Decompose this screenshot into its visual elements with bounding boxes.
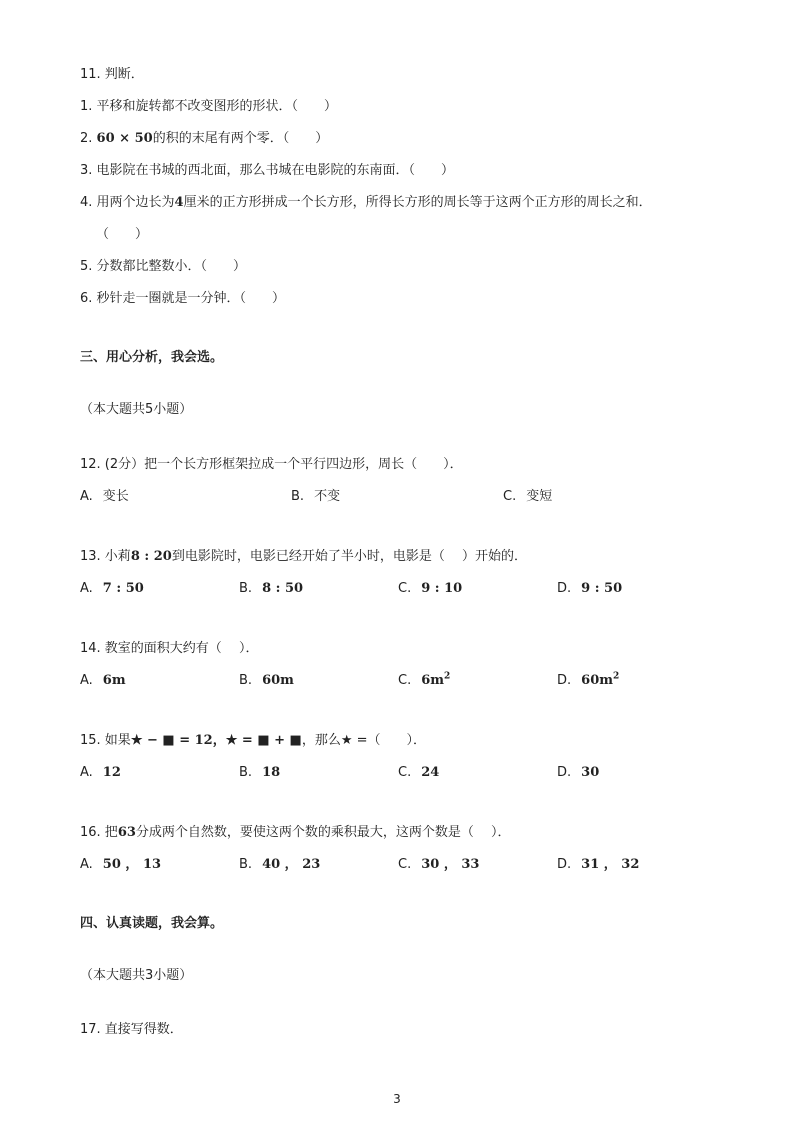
question-17-stem: 17. 直接写得数． — [80, 1022, 183, 1037]
question-15-option-b[interactable]: B. 18 — [239, 765, 281, 780]
judge-item-4-blank: （ ） — [96, 227, 149, 242]
section-4-heading: 四、认真读题，我会算。 — [80, 916, 224, 931]
section-3-note: （本大题共5小题） — [80, 402, 193, 417]
question-11-title: 11. 判断． — [80, 67, 144, 82]
question-16-option-a[interactable]: A. 50 ， 13 — [80, 857, 162, 872]
section-3-heading: 三、用心分析，我会选。 — [80, 350, 224, 365]
judge-item-3: 3. 电影院在书城的西北面，那么书城在电影院的东南面．（ ） — [80, 163, 455, 178]
question-16-stem: 16. 把63分成两个自然数，要使这两个数的乘积最大，这两个数是（ ）． — [80, 825, 511, 840]
question-16-option-b[interactable]: B. 40 ， 23 — [239, 857, 321, 872]
judge-item-4: 4. 用两个边长为4厘米的正方形拼成一个长方形，所得长方形的周长等于这两个正方形的周长之和． — [80, 195, 652, 210]
question-15-option-c[interactable]: C. 24 — [398, 765, 440, 780]
question-16-option-c[interactable]: C. 30 ， 33 — [398, 857, 480, 872]
question-12-option-c[interactable]: C. 变短 — [503, 489, 553, 504]
question-15-option-d[interactable]: D. 30 — [557, 765, 600, 780]
question-15-stem: 15. 如果★ − ■ = 12，★ = ■ + ■，那么★ =（ ）． — [80, 733, 427, 748]
section-4-note: （本大题共3小题） — [80, 968, 193, 983]
question-13-option-a[interactable]: A. 7 : 50 — [80, 581, 144, 596]
question-14-option-d[interactable]: D. $60m^2$ — [557, 671, 620, 688]
question-12-option-b[interactable]: B. 不变 — [291, 489, 341, 504]
judge-item-5: 5. 分数都比整数小．（ ） — [80, 259, 247, 274]
question-14-option-c[interactable]: C. $6m^2$ — [398, 671, 451, 688]
question-13-option-c[interactable]: C. 9 : 10 — [398, 581, 463, 596]
judge-item-1: 1. 平移和旋转都不改变图形的形状．（ ） — [80, 99, 338, 114]
page-number: 3 — [393, 1092, 401, 1106]
question-14-stem: 14. 教室的面积大约有（ ）． — [80, 641, 259, 656]
question-16-option-d[interactable]: D. 31 ， 32 — [557, 857, 640, 872]
question-12-stem: 12. (2分）把一个长方形框架拉成一个平行四边形，周长（ ）． — [80, 457, 463, 472]
question-14-option-a[interactable]: A. 6m — [80, 673, 126, 688]
question-13-option-b[interactable]: B. 8 : 50 — [239, 581, 304, 596]
judge-item-2: 2. 60 × 50的积的末尾有两个零．（ ） — [80, 131, 329, 146]
judge-item-6: 6. 秒针走一圈就是一分钟．（ ） — [80, 291, 286, 306]
question-13-stem: 13. 小莉8 : 20到电影院时，电影已经开始了半小时，电影是（ ）开始的． — [80, 549, 527, 564]
question-14-option-b[interactable]: B. 60m — [239, 673, 294, 688]
question-15-option-a[interactable]: A. 12 — [80, 765, 121, 780]
question-13-option-d[interactable]: D. 9 : 50 — [557, 581, 623, 596]
question-12-option-a[interactable]: A. 变长 — [80, 489, 129, 504]
